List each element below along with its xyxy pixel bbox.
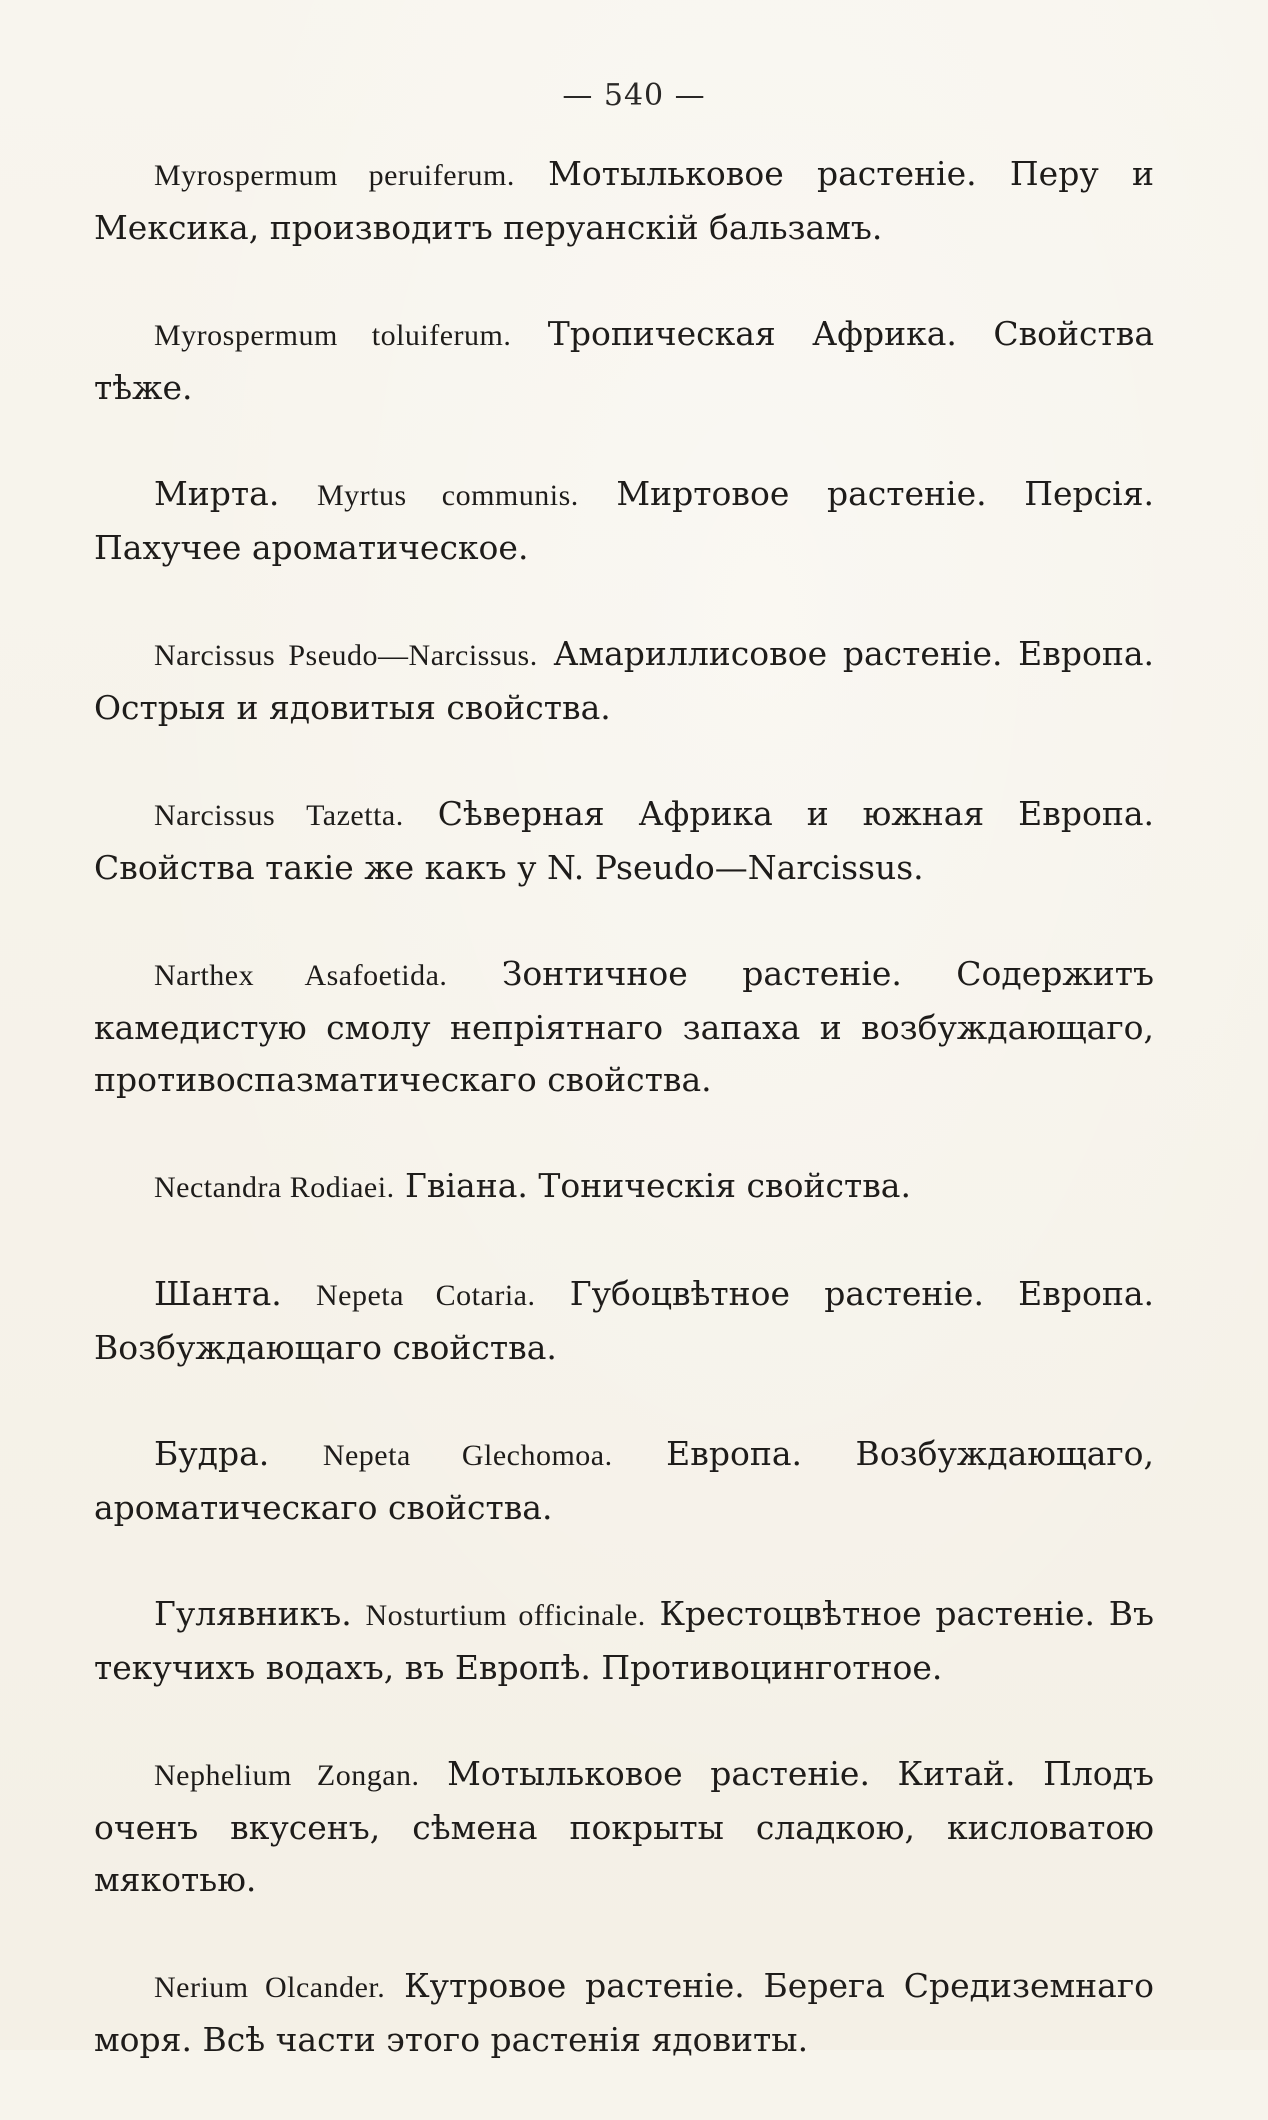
entry-latin-name: Myrtus communis.	[316, 479, 579, 512]
entry-latin-name: Nosturtium officinale.	[365, 1599, 646, 1632]
entry-description: Гвіана. Тоническія свойства.	[394, 1166, 911, 1205]
entry	[94, 788, 1154, 894]
entry	[94, 1748, 1154, 1906]
entry	[94, 1428, 1154, 1534]
entry	[94, 1960, 1154, 2066]
entry-latin-name: Nepeta Glechomoa.	[322, 1439, 613, 1472]
entry	[94, 948, 1154, 1106]
entry-latin-name: Nerium Olcander.	[154, 1971, 386, 2004]
page-number: — 540 —	[562, 78, 706, 113]
entry-common-name: Мирта.	[154, 474, 317, 513]
entry-latin-name: Myrospermum toluiferum.	[154, 319, 512, 352]
entry-common-name: Гулявникъ.	[154, 1594, 366, 1633]
entry-description: Амариллисовое растеніе. Европа. Острыя и ядовитыя свойства.	[94, 634, 1155, 727]
entry-description: Сѣверная Африка и южная Европа. Свойства такіе же какъ у N. Pseudo—Narcissus.	[94, 794, 1154, 887]
entry-description: Кутровое растеніе. Берега Средиземнаго моря. Всѣ части этого растенія ядовиты.	[94, 1966, 1155, 2059]
entry-list	[94, 148, 1154, 2120]
entry-common-name: Будра.	[154, 1434, 323, 1473]
entry-description: Мотыльковое растеніе. Китай. Плодъ оченъ вкусенъ, сѣмена покрыты сладкою, кисловатою мякотью.	[94, 1754, 1154, 1899]
entry-description: Европа. Возбуждающаго, ароматическаго свойства.	[94, 1434, 1155, 1527]
entry	[94, 628, 1154, 734]
entry-latin-name: Narthex Asafoetida.	[154, 959, 448, 992]
entry-latin-name: Nepeta Cotaria.	[315, 1279, 536, 1312]
entry-description: Мотыльковое растеніе. Перу и Мексика, производитъ перуанскій бальзамъ.	[94, 154, 1155, 247]
entry-latin-name: Narcissus Tazetta.	[154, 799, 404, 832]
entry-description: Тропическая Африка. Свойства тѣже.	[94, 314, 1154, 407]
entry-latin-name: Nephelium Zongan.	[154, 1759, 420, 1792]
entry-latin-name: Nectandra Rodiaei.	[154, 1171, 395, 1204]
entry	[94, 308, 1154, 414]
entry	[94, 468, 1154, 574]
entry	[94, 1588, 1154, 1694]
entry-description: Зонтичное растеніе. Содержитъ камедистую смолу непріятнаго запаха и возбуждающаго, противоспазматическаго свойства.	[94, 954, 1154, 1099]
entry-latin-name: Narcissus Pseudo—Narcissus.	[154, 639, 538, 672]
entry-common-name: Шанта.	[154, 1274, 316, 1313]
entry-description: Крестоцвѣтное растеніе. Въ текучихъ водахъ, въ Европѣ. Противоцинготное.	[94, 1594, 1155, 1687]
entry-description: Миртовое растеніе. Персія. Пахучее ароматическое.	[94, 474, 1155, 567]
entry	[94, 1268, 1154, 1374]
entry	[94, 148, 1154, 254]
entry	[94, 1160, 1154, 1214]
entry-description: Губоцвѣтное растеніе. Европа. Возбуждающаго свойства.	[94, 1274, 1154, 1367]
entry-latin-name: Myrospermum peruiferum.	[154, 159, 515, 192]
